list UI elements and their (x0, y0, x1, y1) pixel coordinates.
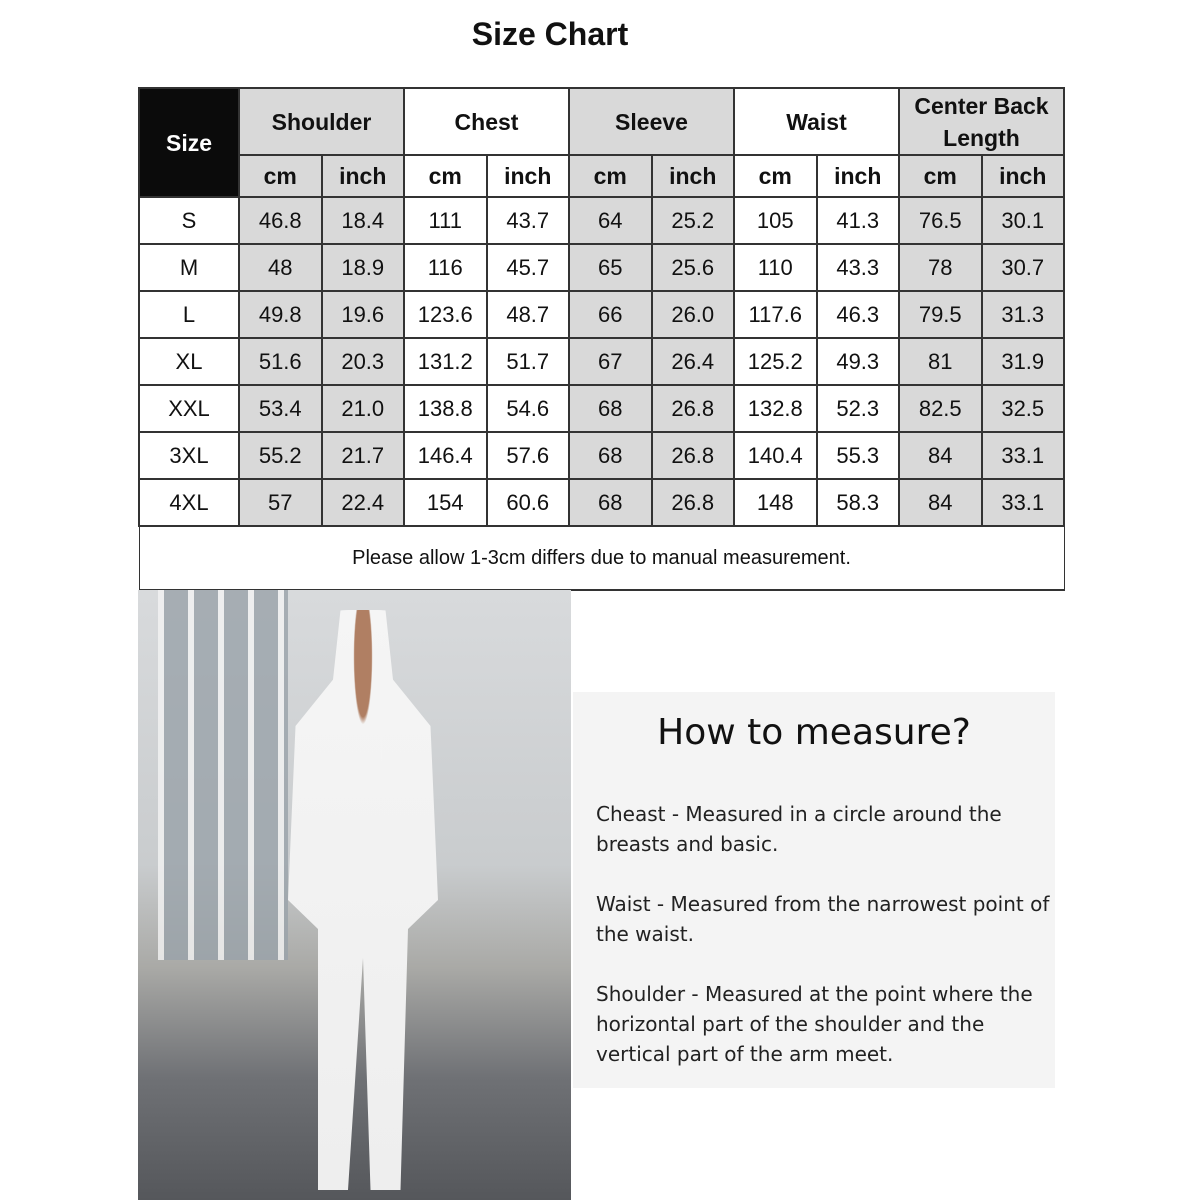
measurement-cell: 20.3 (322, 338, 405, 385)
measurement-cell: 125.2 (734, 338, 817, 385)
measurement-cell: 140.4 (734, 432, 817, 479)
unit-header: inch (982, 155, 1065, 197)
measurement-cell: 21.0 (322, 385, 405, 432)
measure-waist: Waist - Measured from the narrowest point of the waist. (596, 892, 1050, 946)
measurement-cell: 18.9 (322, 244, 405, 291)
measurement-cell: 116 (404, 244, 487, 291)
column-group-header: Chest (404, 88, 569, 155)
table-row (139, 432, 1064, 479)
measurement-cell: 43.3 (817, 244, 900, 291)
measurement-cell: 43.7 (487, 197, 570, 244)
measurement-cell: 54.6 (487, 385, 570, 432)
how-to-measure-panel (573, 692, 1055, 1088)
measurement-cell: 110 (734, 244, 817, 291)
measurement-cell: 26.8 (652, 432, 735, 479)
measurement-cell: 22.4 (322, 479, 405, 526)
measurement-cell: 26.8 (652, 385, 735, 432)
measurement-cell: 68 (569, 385, 652, 432)
measurement-cell: 66 (569, 291, 652, 338)
measurement-cell: 82.5 (899, 385, 982, 432)
measurement-cell: 45.7 (487, 244, 570, 291)
measurement-cell: 30.7 (982, 244, 1065, 291)
measurement-cell: 123.6 (404, 291, 487, 338)
column-group-header: Sleeve (569, 88, 734, 155)
unit-header: inch (487, 155, 570, 197)
size-cell: XXL (139, 385, 239, 432)
unit-header: cm (569, 155, 652, 197)
column-group-header: Shoulder (239, 88, 404, 155)
measurement-cell: 55.2 (239, 432, 322, 479)
measurement-cell: 26.4 (652, 338, 735, 385)
measurement-cell: 131.2 (404, 338, 487, 385)
measure-title: How to measure? (657, 712, 971, 753)
measurement-cell: 32.5 (982, 385, 1065, 432)
unit-header: cm (404, 155, 487, 197)
measurement-cell: 48 (239, 244, 322, 291)
unit-header: cm (734, 155, 817, 197)
unit-header: inch (322, 155, 405, 197)
measurement-cell: 148 (734, 479, 817, 526)
measurement-cell: 68 (569, 479, 652, 526)
size-chart-table (138, 87, 1065, 591)
measurement-cell: 58.3 (817, 479, 900, 526)
table-row (139, 291, 1064, 338)
measurement-cell: 48.7 (487, 291, 570, 338)
size-cell: S (139, 197, 239, 244)
page-title: Size Chart (471, 16, 629, 52)
measurement-cell: 78 (899, 244, 982, 291)
unit-header: inch (652, 155, 735, 197)
measurement-cell: 18.4 (322, 197, 405, 244)
measurement-cell: 60.6 (487, 479, 570, 526)
table-row (139, 197, 1064, 244)
measurement-cell: 46.3 (817, 291, 900, 338)
column-group-header: Center Back Length (899, 88, 1064, 155)
size-cell: 4XL (139, 479, 239, 526)
measurement-cell: 31.3 (982, 291, 1065, 338)
size-cell: XL (139, 338, 239, 385)
model-figure (288, 610, 438, 1190)
measurement-cell: 55.3 (817, 432, 900, 479)
measurement-cell: 25.2 (652, 197, 735, 244)
column-group-header: Waist (734, 88, 899, 155)
model-photo (138, 590, 571, 1200)
measurement-cell: 81 (899, 338, 982, 385)
measurement-cell: 25.6 (652, 244, 735, 291)
measurement-cell: 57.6 (487, 432, 570, 479)
measurement-cell: 31.9 (982, 338, 1065, 385)
measurement-cell: 49.3 (817, 338, 900, 385)
measurement-cell: 105 (734, 197, 817, 244)
measurement-cell: 67 (569, 338, 652, 385)
measurement-cell: 19.6 (322, 291, 405, 338)
size-cell: L (139, 291, 239, 338)
measurement-cell: 26.0 (652, 291, 735, 338)
measurement-cell: 41.3 (817, 197, 900, 244)
size-header: Size (139, 88, 239, 197)
measurement-cell: 53.4 (239, 385, 322, 432)
table-row (139, 479, 1064, 526)
size-cell: M (139, 244, 239, 291)
measurement-cell: 52.3 (817, 385, 900, 432)
measurement-cell: 79.5 (899, 291, 982, 338)
measurement-cell: 65 (569, 244, 652, 291)
unit-header: cm (899, 155, 982, 197)
measurement-cell: 132.8 (734, 385, 817, 432)
measurement-cell: 51.6 (239, 338, 322, 385)
measurement-cell: 138.8 (404, 385, 487, 432)
measurement-cell: 117.6 (734, 291, 817, 338)
measurement-cell: 64 (569, 197, 652, 244)
measurement-cell: 30.1 (982, 197, 1065, 244)
measurement-cell: 84 (899, 479, 982, 526)
measurement-cell: 111 (404, 197, 487, 244)
table-row (139, 385, 1064, 432)
measurement-cell: 57 (239, 479, 322, 526)
measurement-cell: 33.1 (982, 432, 1065, 479)
measurement-note: Please allow 1-3cm differs due to manual measurement. (139, 526, 1064, 590)
unit-header: inch (817, 155, 900, 197)
table-row (139, 244, 1064, 291)
measurement-cell: 68 (569, 432, 652, 479)
measurement-cell: 51.7 (487, 338, 570, 385)
measure-chest: Cheast - Measured in a circle around the breasts and basic. (596, 802, 1002, 856)
measurement-cell: 49.8 (239, 291, 322, 338)
measurement-cell: 146.4 (404, 432, 487, 479)
measurement-cell: 26.8 (652, 479, 735, 526)
measurement-cell: 76.5 (899, 197, 982, 244)
measurement-cell: 21.7 (322, 432, 405, 479)
measurement-cell: 84 (899, 432, 982, 479)
table-row (139, 338, 1064, 385)
measurement-cell: 46.8 (239, 197, 322, 244)
measure-shoulder: Shoulder - Measured at the point where the horizontal part of the shoulder and the vertical part of the arm meet. (596, 982, 1033, 1066)
door-image (158, 590, 288, 960)
unit-header: cm (239, 155, 322, 197)
measurement-cell: 33.1 (982, 479, 1065, 526)
size-cell: 3XL (139, 432, 239, 479)
measurement-cell: 154 (404, 479, 487, 526)
